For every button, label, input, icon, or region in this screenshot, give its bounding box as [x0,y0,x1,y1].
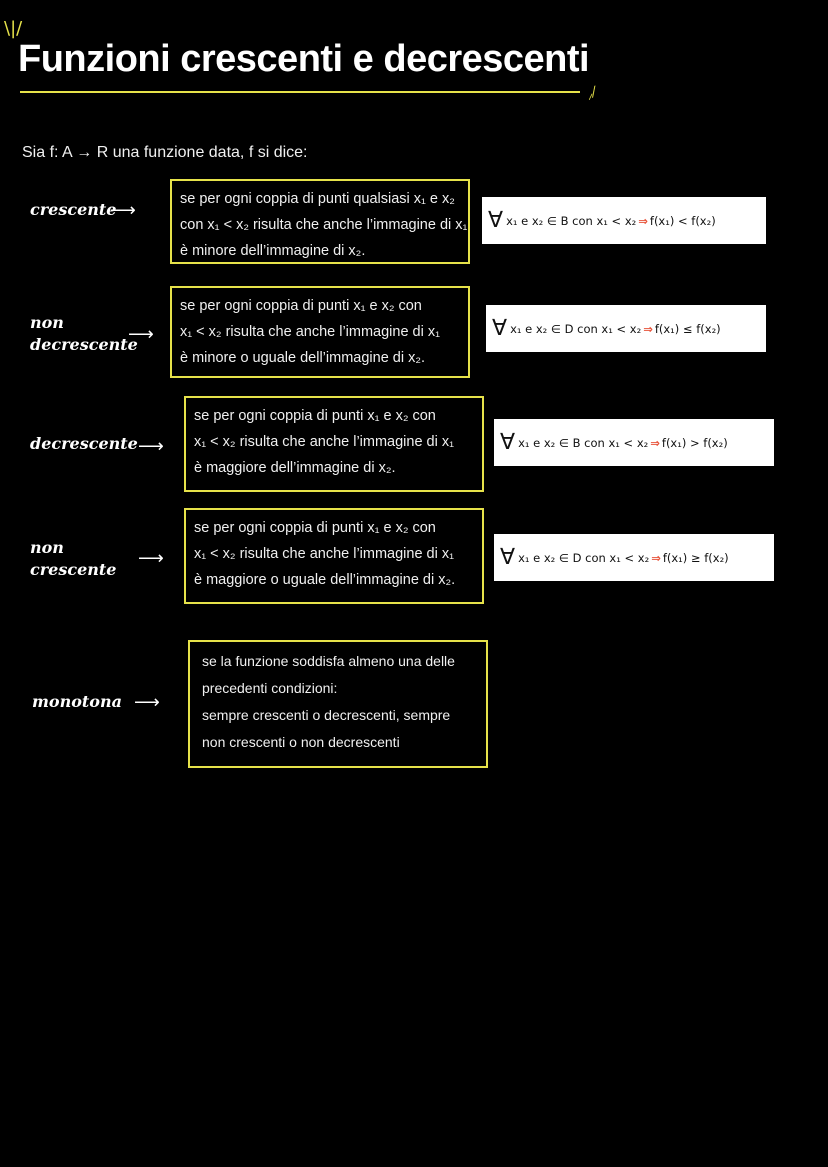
definition-box-monotona [188,640,488,768]
term-line: non [30,313,64,332]
term-line: monotona [32,692,122,711]
term-line: crescente [30,200,117,219]
intro-text: Sia f: A → R una funzione data, f si dice: [22,144,308,161]
definition-line: x₁ < x₂ risulta che anche l’immagine di x₁ [194,546,455,562]
definition-line: precedenti condizioni: [202,680,338,696]
arrow-icon: ⟶ [138,436,164,457]
formula-lhs: x₁ e x₂ ∈ B con x₁ < x₂ [518,435,649,450]
formula-rhs: f(x₁) ≤ f(x₂) [654,321,721,336]
title-underline [20,91,580,93]
definition-box-non-decrescente [170,286,470,378]
arrow-icon: ⟶ [134,692,160,713]
page-title: Funzioni crescenti e decrescenti [18,38,590,80]
term-non-decrescente [30,312,138,356]
arrow-icon: ⟶ [128,324,154,345]
definition-line: se per ogni coppia di punti qualsiasi x₁ e x₂ [180,191,455,207]
forall-symbol: ∀ [500,545,516,570]
arrow-icon: ⟶ [138,548,164,569]
forall-symbol: ∀ [492,316,508,341]
definition-line: è maggiore dell’immagine di x₂. [194,460,396,476]
definition-line: sempre crescenti o decrescenti, sempre [202,707,451,723]
formula-lhs: x₁ e x₂ ∈ D con x₁ < x₂ [518,550,650,565]
definition-line: se la funzione soddisfa almeno una delle [202,653,455,669]
definition-box-crescente [170,179,470,264]
arrow-icon: ⟶ [110,200,136,221]
definition-line: se per ogni coppia di punti x₁ e x₂ con [194,520,436,536]
formula-lhs: x₁ e x₂ ∈ B con x₁ < x₂ [506,213,637,228]
forall-symbol: ∀ [500,430,516,455]
definition-line: è maggiore o uguale dell’immagine di x₂. [194,572,456,588]
term-decrescente [30,433,138,455]
term-non-crescente [30,537,116,581]
formula-rhs: f(x₁) < f(x₂) [649,213,716,228]
implies-symbol: ⇒ [638,213,648,228]
term-line: decrescente [30,434,138,453]
definition-box-non-crescente [184,508,484,604]
implies-symbol: ⇒ [643,321,653,336]
definition-line: x₁ < x₂ risulta che anche l’immagine di x₁ [194,434,455,450]
formula-box-non-decrescente [486,305,766,352]
sparkle-underline-right-icon: ⸝⁄ [583,84,598,104]
formula-rhs: f(x₁) > f(x₂) [661,435,728,450]
forall-symbol: ∀ [488,208,504,233]
term-line: decrescente [30,335,138,354]
formula-lhs: x₁ e x₂ ∈ D con x₁ < x₂ [510,321,642,336]
definition-line: x₁ < x₂ risulta che anche l’immagine di x₁ [180,324,441,340]
term-monotona [32,691,122,713]
formula-box-crescente [482,197,766,244]
term-crescente [30,199,116,221]
term-line: crescente [30,560,117,579]
definition-line: è minore o uguale dell’immagine di x₂. [180,350,426,366]
formula-box-non-crescente [494,534,774,581]
implies-symbol: ⇒ [650,435,660,450]
formula-rhs: f(x₁) ≥ f(x₂) [662,550,729,565]
definition-line: con x₁ < x₂ risulta che anche l’immagine di x₁ [180,217,468,233]
term-line: non [30,538,64,557]
definition-box-decrescente [184,396,484,492]
definition-line: non crescenti o non decrescenti [202,734,400,750]
definition-line: se per ogni coppia di punti x₁ e x₂ con [194,408,436,424]
formula-box-decrescente [494,419,774,466]
implies-symbol: ⇒ [651,550,661,565]
definition-line: se per ogni coppia di punti x₁ e x₂ con [180,298,422,314]
definition-line: è minore dell’immagine di x₂. [180,243,366,259]
sparkle-top-left-icon: \|/ [4,18,23,39]
